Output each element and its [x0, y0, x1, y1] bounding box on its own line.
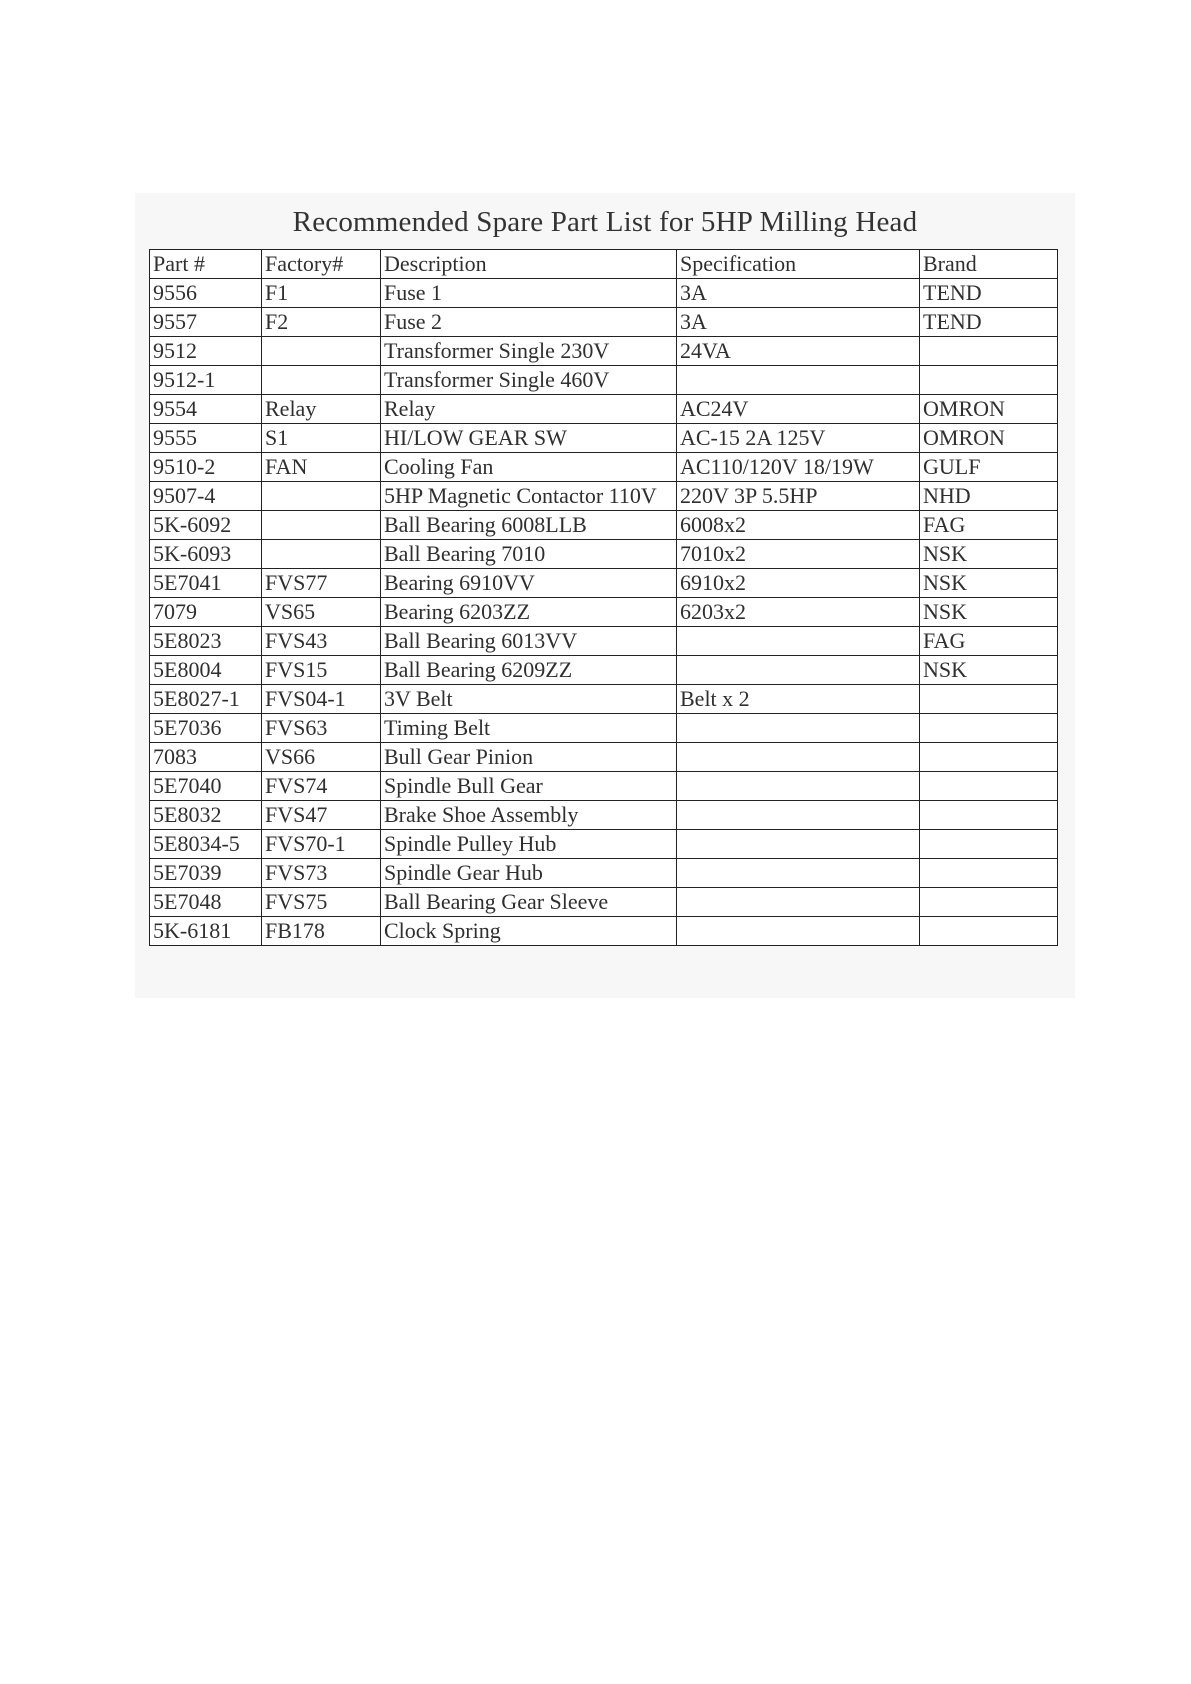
table-row — [150, 685, 1058, 714]
cell-description: Ball Bearing 6008LLB — [381, 511, 677, 540]
table-row — [150, 395, 1058, 424]
cell-specification: 3A — [677, 279, 920, 308]
cell-specification: 6008x2 — [677, 511, 920, 540]
table-row — [150, 337, 1058, 366]
cell-brand: NSK — [920, 540, 1058, 569]
cell-specification — [677, 830, 920, 859]
cell-factory-number: FVS63 — [262, 714, 381, 743]
cell-part-number: 5E8023 — [150, 627, 262, 656]
cell-description: Spindle Pulley Hub — [381, 830, 677, 859]
cell-specification: Belt x 2 — [677, 685, 920, 714]
cell-specification — [677, 772, 920, 801]
cell-brand — [920, 859, 1058, 888]
cell-factory-number: S1 — [262, 424, 381, 453]
table-row — [150, 830, 1058, 859]
cell-factory-number: F1 — [262, 279, 381, 308]
cell-factory-number — [262, 540, 381, 569]
cell-specification — [677, 859, 920, 888]
cell-factory-number: FB178 — [262, 917, 381, 946]
cell-specification: 6910x2 — [677, 569, 920, 598]
cell-specification: 3A — [677, 308, 920, 337]
cell-brand — [920, 772, 1058, 801]
table-row — [150, 801, 1058, 830]
cell-specification — [677, 743, 920, 772]
cell-factory-number: VS65 — [262, 598, 381, 627]
cell-part-number: 5E7036 — [150, 714, 262, 743]
cell-part-number: 5E8032 — [150, 801, 262, 830]
document-title: Recommended Spare Part List for 5HP Milling Head — [292, 206, 918, 238]
table-row — [150, 424, 1058, 453]
cell-factory-number: FVS47 — [262, 801, 381, 830]
cell-factory-number — [262, 366, 381, 395]
cell-specification — [677, 656, 920, 685]
cell-description: Fuse 1 — [381, 279, 677, 308]
cell-specification: 24VA — [677, 337, 920, 366]
cell-factory-number: Relay — [262, 395, 381, 424]
cell-description: Cooling Fan — [381, 453, 677, 482]
cell-part-number: 5K-6093 — [150, 540, 262, 569]
cell-part-number: 9555 — [150, 424, 262, 453]
cell-description: Spindle Bull Gear — [381, 772, 677, 801]
cell-description: Spindle Gear Hub — [381, 859, 677, 888]
cell-brand: TEND — [920, 308, 1058, 337]
cell-brand — [920, 830, 1058, 859]
cell-brand: FAG — [920, 627, 1058, 656]
cell-brand — [920, 685, 1058, 714]
table-row — [150, 279, 1058, 308]
cell-factory-number — [262, 482, 381, 511]
table-row — [150, 917, 1058, 946]
cell-brand — [920, 888, 1058, 917]
table-row — [150, 627, 1058, 656]
header-factory-number: Factory# — [262, 250, 381, 279]
cell-factory-number: FVS77 — [262, 569, 381, 598]
cell-brand: NSK — [920, 656, 1058, 685]
cell-brand: NSK — [920, 598, 1058, 627]
cell-description: Clock Spring — [381, 917, 677, 946]
table-row — [150, 482, 1058, 511]
cell-part-number: 5E8034-5 — [150, 830, 262, 859]
header-brand: Brand — [920, 250, 1058, 279]
table-row — [150, 714, 1058, 743]
cell-part-number: 9556 — [150, 279, 262, 308]
cell-part-number: 9507-4 — [150, 482, 262, 511]
cell-factory-number: FVS74 — [262, 772, 381, 801]
cell-part-number: 9510-2 — [150, 453, 262, 482]
cell-factory-number: FVS73 — [262, 859, 381, 888]
cell-brand — [920, 337, 1058, 366]
cell-description: Bull Gear Pinion — [381, 743, 677, 772]
cell-description: HI/LOW GEAR SW — [381, 424, 677, 453]
cell-part-number: 9512 — [150, 337, 262, 366]
cell-description: Ball Bearing 7010 — [381, 540, 677, 569]
cell-description: Transformer Single 460V — [381, 366, 677, 395]
cell-factory-number: FAN — [262, 453, 381, 482]
cell-description: 5HP Magnetic Contactor 110V — [381, 482, 677, 511]
header-description: Description — [381, 250, 677, 279]
cell-specification — [677, 917, 920, 946]
cell-specification — [677, 714, 920, 743]
cell-specification: 6203x2 — [677, 598, 920, 627]
cell-specification — [677, 801, 920, 830]
cell-brand: GULF — [920, 453, 1058, 482]
cell-description: Ball Bearing Gear Sleeve — [381, 888, 677, 917]
cell-brand — [920, 917, 1058, 946]
table-row — [150, 743, 1058, 772]
cell-description: Ball Bearing 6209ZZ — [381, 656, 677, 685]
cell-part-number: 7083 — [150, 743, 262, 772]
header-specification: Specification — [677, 250, 920, 279]
table-row — [150, 540, 1058, 569]
cell-factory-number: FVS75 — [262, 888, 381, 917]
cell-part-number: 5E8004 — [150, 656, 262, 685]
cell-specification: AC24V — [677, 395, 920, 424]
cell-factory-number: FVS04-1 — [262, 685, 381, 714]
cell-brand — [920, 714, 1058, 743]
cell-specification — [677, 366, 920, 395]
table-row — [150, 888, 1058, 917]
table-row — [150, 366, 1058, 395]
cell-description: Bearing 6910VV — [381, 569, 677, 598]
cell-brand — [920, 743, 1058, 772]
cell-description: Ball Bearing 6013VV — [381, 627, 677, 656]
cell-specification: 7010x2 — [677, 540, 920, 569]
cell-brand — [920, 801, 1058, 830]
cell-part-number: 5K-6092 — [150, 511, 262, 540]
cell-brand: FAG — [920, 511, 1058, 540]
cell-brand — [920, 366, 1058, 395]
cell-part-number: 5E7040 — [150, 772, 262, 801]
cell-brand: NHD — [920, 482, 1058, 511]
cell-factory-number — [262, 337, 381, 366]
cell-factory-number: FVS43 — [262, 627, 381, 656]
cell-description: Bearing 6203ZZ — [381, 598, 677, 627]
cell-part-number: 9557 — [150, 308, 262, 337]
cell-description: Relay — [381, 395, 677, 424]
table-header-row — [150, 250, 1058, 279]
cell-part-number: 5E8027-1 — [150, 685, 262, 714]
cell-specification — [677, 627, 920, 656]
table-row — [150, 598, 1058, 627]
cell-specification: AC110/120V 18/19W — [677, 453, 920, 482]
cell-specification: 220V 3P 5.5HP — [677, 482, 920, 511]
cell-specification: AC-15 2A 125V — [677, 424, 920, 453]
cell-part-number: 5E7048 — [150, 888, 262, 917]
table-row — [150, 453, 1058, 482]
table-row — [150, 772, 1058, 801]
cell-part-number: 5E7041 — [150, 569, 262, 598]
cell-description: Timing Belt — [381, 714, 677, 743]
cell-factory-number: VS66 — [262, 743, 381, 772]
cell-factory-number: FVS70-1 — [262, 830, 381, 859]
table-row — [150, 656, 1058, 685]
spare-parts-table — [149, 249, 1058, 946]
cell-brand: OMRON — [920, 395, 1058, 424]
header-part-number: Part # — [150, 250, 262, 279]
cell-brand: NSK — [920, 569, 1058, 598]
cell-part-number: 9512-1 — [150, 366, 262, 395]
cell-description: Fuse 2 — [381, 308, 677, 337]
cell-part-number: 9554 — [150, 395, 262, 424]
cell-specification — [677, 888, 920, 917]
table-row — [150, 859, 1058, 888]
cell-factory-number: FVS15 — [262, 656, 381, 685]
table-row — [150, 308, 1058, 337]
cell-description: Brake Shoe Assembly — [381, 801, 677, 830]
cell-description: Transformer Single 230V — [381, 337, 677, 366]
table-row — [150, 511, 1058, 540]
cell-part-number: 7079 — [150, 598, 262, 627]
cell-part-number: 5K-6181 — [150, 917, 262, 946]
cell-factory-number — [262, 511, 381, 540]
table-row — [150, 569, 1058, 598]
cell-brand: TEND — [920, 279, 1058, 308]
cell-part-number: 5E7039 — [150, 859, 262, 888]
cell-factory-number: F2 — [262, 308, 381, 337]
cell-description: 3V Belt — [381, 685, 677, 714]
cell-brand: OMRON — [920, 424, 1058, 453]
